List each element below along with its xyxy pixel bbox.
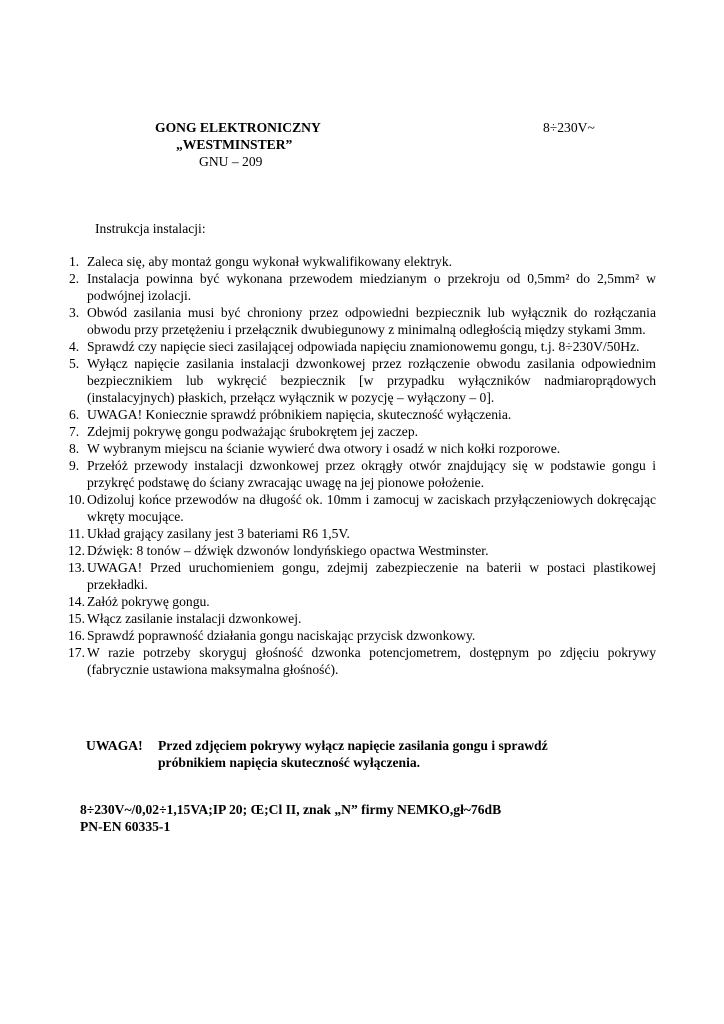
item-number: 2. xyxy=(69,271,80,286)
item-text: W wybranym miejscu na ścianie wywierć dwa otwory i osadź w nich kołki rozporowe. xyxy=(87,441,561,456)
warning-text: Przed zdjęciem pokrywy wyłącz napięcie zasilania gongu i sprawdź próbnikiem napięcia skuteczność wyłączenia. xyxy=(158,738,548,770)
list-item xyxy=(69,627,656,644)
list-item xyxy=(69,644,656,678)
item-text: Zdejmij pokrywę gongu podważając śrubokrętem jej zaczep. xyxy=(87,424,419,439)
item-number: 6. xyxy=(69,407,80,422)
item-text: Włącz zasilanie instalacji dzwonkowej. xyxy=(87,611,302,626)
list-item xyxy=(69,406,656,423)
item-number: 9. xyxy=(69,458,80,473)
item-number: 1. xyxy=(69,254,80,269)
list-item xyxy=(69,525,656,542)
list-item xyxy=(69,491,656,525)
list-item xyxy=(69,253,656,270)
item-number: 13. xyxy=(68,560,85,575)
item-text: Odizoluj końce przewodów na długość ok. 10mm i zamocuj w zaciskach przyłączeniowych dokręcając wkręty mocujące. xyxy=(87,492,656,524)
list-item xyxy=(69,542,656,559)
model-number: GNU – 209 xyxy=(199,154,263,169)
item-text: Wyłącz napięcie zasilania instalacji dzwonkowej przez rozłączenie obwodu zasilania odpowiednim bezpiecznikiem lub wykręcić bezpiecznik [w przypadku wyłączników nadmiaroprądowych (instalacyjnych) płaskich, przełącz wyłącznik w pozycję – wyłączony – 0]. xyxy=(87,356,656,405)
item-number: 3. xyxy=(69,305,80,320)
item-number: 8. xyxy=(69,441,80,456)
warning-label: UWAGA! xyxy=(86,738,143,753)
instruction-list xyxy=(69,253,656,678)
item-text: Sprawdź czy napięcie sieci zasilającej odpowiada napięciu znamionowemu gongu, t.j. 8÷230V/50Hz. xyxy=(87,339,640,354)
item-text: Układ grający zasilany jest 3 bateriami R6 1,5V. xyxy=(87,526,350,541)
item-number: 14. xyxy=(68,594,85,609)
item-text: UWAGA! Przed uruchomieniem gongu, zdejmij zabezpieczenie na baterii w postaci plastikowej przekładki. xyxy=(87,560,656,592)
item-number: 4. xyxy=(69,339,80,354)
list-item xyxy=(69,440,656,457)
spec-line: 8÷230V~/0,02÷1,15VA;IP 20; Œ;Cl II, znak „N” firmy NEMKO,gł~76dB xyxy=(80,802,502,817)
item-number: 10. xyxy=(68,492,85,507)
list-item xyxy=(69,423,656,440)
list-item xyxy=(69,559,656,593)
item-text: Sprawdź poprawność działania gongu naciskając przycisk dzwonkowy. xyxy=(87,628,476,643)
list-item xyxy=(69,270,656,304)
item-text: Załóż pokrywę gongu. xyxy=(87,594,210,609)
item-text: Dźwięk: 8 tonów – dźwięk dzwonów londyńskiego opactwa Westminster. xyxy=(87,543,489,558)
item-number: 12. xyxy=(68,543,85,558)
item-text: UWAGA! Koniecznie sprawdź próbnikiem napięcia, skuteczność wyłączenia. xyxy=(87,407,512,422)
item-number: 16. xyxy=(68,628,85,643)
voltage-rating: 8÷230V~ xyxy=(543,120,595,135)
instructions-heading: Instrukcja instalacji: xyxy=(95,221,206,236)
list-item xyxy=(69,457,656,491)
product-title: GONG ELEKTRONICZNY xyxy=(155,120,321,135)
list-item xyxy=(69,338,656,355)
item-number: 7. xyxy=(69,424,80,439)
item-text: Zaleca się, aby montaż gongu wykonał wykwalifikowany elektryk. xyxy=(87,254,453,269)
item-number: 15. xyxy=(68,611,85,626)
item-text: Instalacja powinna być wykonana przewodem miedzianym o przekroju od 0,5mm² do 2,5mm² w podwójnej izolacji. xyxy=(87,271,656,303)
list-item xyxy=(69,304,656,338)
item-number: 11. xyxy=(68,526,85,541)
standard-line: PN-EN 60335-1 xyxy=(80,819,171,834)
list-item xyxy=(69,593,656,610)
list-item xyxy=(69,355,656,406)
item-text: W razie potrzeby skoryguj głośność dzwonka potencjometrem, dostępnym po zdjęciu pokrywy (fabrycznie ustawiona maksymalna głośność). xyxy=(87,645,656,677)
list-item xyxy=(69,610,656,627)
item-number: 5. xyxy=(69,356,80,371)
product-name: „WESTMINSTER” xyxy=(176,137,293,152)
item-text: Przełóż przewody instalacji dzwonkowej przez okrągły otwór znajdujący się w podstawie gongu i przykręć podstawę do ściany zwracając uwagę na jej pionowe położenie. xyxy=(87,458,656,490)
item-number: 17. xyxy=(68,645,85,660)
item-text: Obwód zasilania musi być chroniony przez odpowiedni bezpiecznik lub wyłącznik do rozłączania obwodu przy przetężeniu i przełącznik dwubiegunowy z minimalną odległością między stykami 3mm. xyxy=(87,305,656,337)
